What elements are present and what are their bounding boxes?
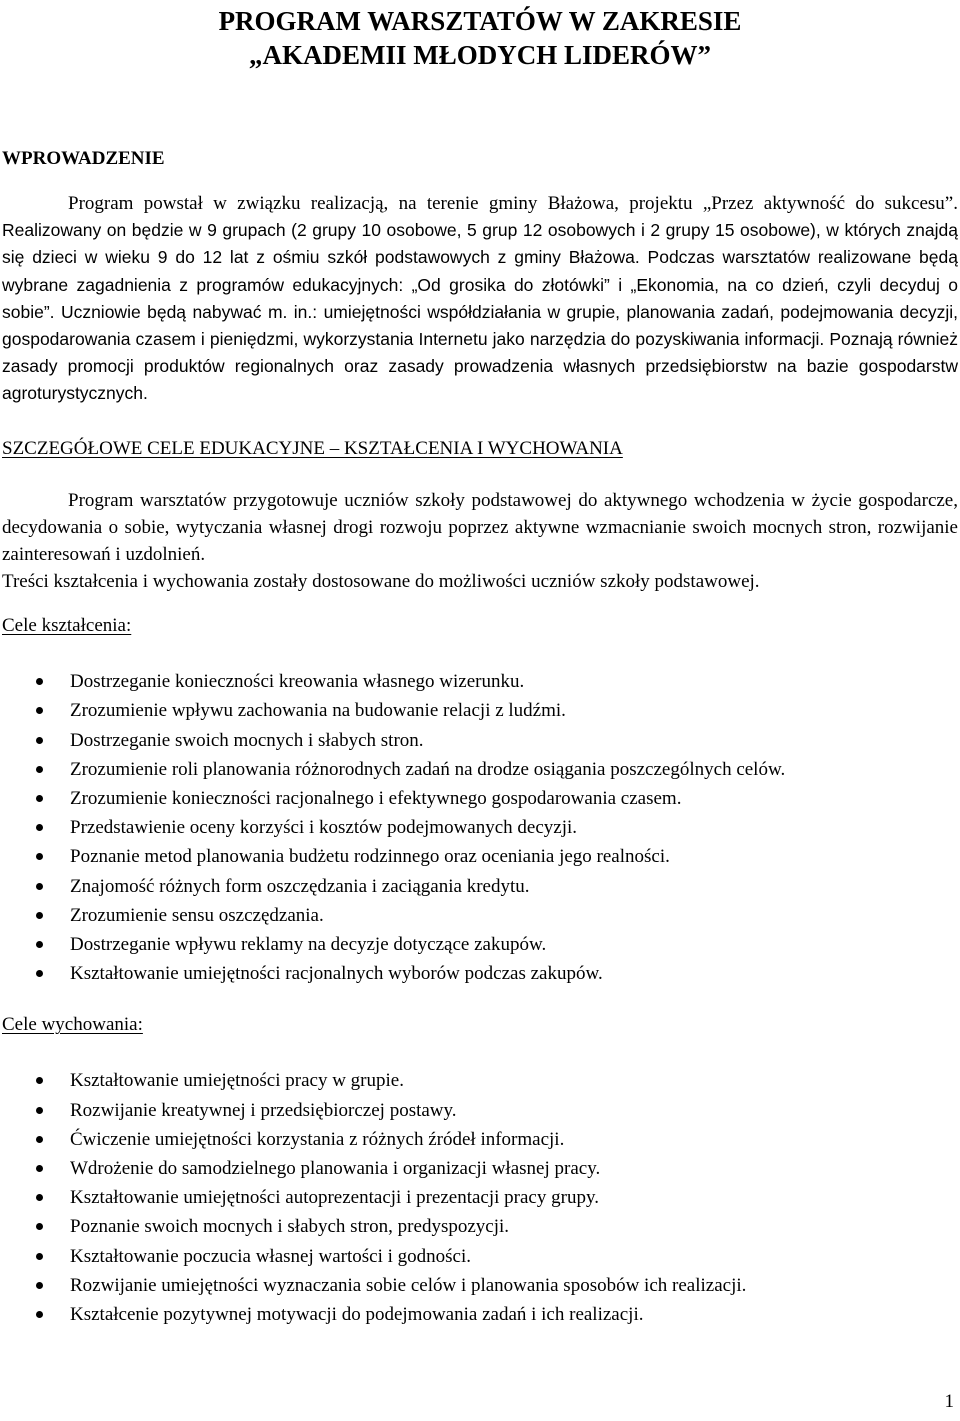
list-item: Wdrożenie do samodzielnego planowania i organizacji własnej pracy. [2, 1154, 958, 1183]
cele-wychowania-list [2, 1066, 958, 1329]
cele-ksztalcenia-heading: Cele kształcenia: [2, 615, 132, 637]
list-item: Dostrzeganie wpływu reklamy na decyzje dotyczące zakupów. [2, 930, 958, 959]
bullet-icon [36, 883, 43, 890]
list-item: Zrozumienie roli planowania różnorodnych zadań na drodze osiągania poszczególnych celów. [2, 755, 958, 784]
list-item: Rozwijanie kreatywnej i przedsiębiorczej postawy. [2, 1096, 958, 1125]
list-item: Znajomość różnych form oszczędzania i zaciągania kredytu. [2, 872, 958, 901]
bullet-icon [36, 1223, 43, 1230]
bullet-icon [36, 707, 43, 714]
title-line-2: „AKADEMII MŁODYCH LIDERÓW” [248, 40, 712, 70]
bullet-icon [36, 1136, 43, 1143]
list-item: Kształtowanie umiejętności autoprezentacji i prezentacji pracy grupy. [2, 1183, 958, 1212]
intro-paragraph [2, 190, 958, 408]
goals-paragraph: Program warsztatów przygotowuje uczniów szkoły podstawowej do aktywnego wchodzenia w życie gospodarcze, decydowania o sobie, wytyczania własnej drogi rozwoju poprzez aktywne wzmacnianie swoich mocnych stron, rozwijanie zainteresowań i uzdolnień. [2, 489, 958, 566]
intro-text-part-3: umiejętności współdziałania w grupie, planowania zadań, podejmowania decyzji, gospodarowania czasem i pieniędzmi, wykorzystania Internetu jako narzędzia do pozyskiwania informacji. Poznają również zasady promocji produktów regionalnych oraz zasady prowadzenia własnych przedsiębiorstw na bazie gospodarstw agroturystycznych. [2, 301, 958, 404]
list-item: Dostrzeganie swoich mocnych i słabych stron. [2, 726, 958, 755]
list-item: Przedstawienie oceny korzyści i kosztów podejmowanych decyzji. [2, 813, 958, 842]
list-item: Zrozumienie konieczności racjonalnego i efektywnego gospodarowania czasem. [2, 784, 958, 813]
bullet-icon [36, 824, 43, 831]
list-item: Ćwiczenie umiejętności korzystania z różnych źródeł informacji. [2, 1125, 958, 1154]
list-item: Zrozumienie wpływu zachowania na budowanie relacji z ludźmi. [2, 696, 958, 725]
bullet-icon [36, 941, 43, 948]
bullet-icon [36, 795, 43, 802]
list-item: Kształtowanie poczucia własnej wartości i godności. [2, 1242, 958, 1271]
bullet-icon [36, 678, 43, 685]
goals-heading: SZCZEGÓŁOWE CELE EDUKACYJNE – KSZTAŁCENIA I WYCHOWANIA [2, 437, 623, 459]
page-number: 1 [944, 1391, 954, 1412]
intro-heading: WPROWADZENIE [2, 148, 165, 169]
list-item: Kształtowanie umiejętności racjonalnych wyborów podczas zakupów. [2, 959, 958, 988]
goals-note: Treści kształcenia i wychowania zostały dostosowane do możliwości uczniów szkoły podstawowej. [2, 571, 760, 593]
bullet-icon [36, 1077, 43, 1084]
bullet-icon [36, 1107, 43, 1114]
bullet-icon [36, 912, 43, 919]
title-line-1: PROGRAM WARSZTATÓW W ZAKRESIE [218, 6, 742, 36]
bullet-icon [36, 1282, 43, 1289]
bullet-icon [36, 737, 43, 744]
bullet-icon [36, 1253, 43, 1260]
document-title [2, 4, 958, 72]
bullet-icon [36, 970, 43, 977]
cele-ksztalcenia-list [2, 667, 958, 988]
list-item: Dostrzeganie konieczności kreowania własnego wizerunku. [2, 667, 958, 696]
bullet-icon [36, 853, 43, 860]
list-item: Kształtowanie umiejętności pracy w grupie. [2, 1066, 958, 1095]
list-item: Poznanie metod planowania budżetu rodzinnego oraz oceniania jego realności. [2, 842, 958, 871]
bullet-icon [36, 1165, 43, 1172]
bullet-icon [36, 1311, 43, 1318]
intro-text-part-1: Program powstał w związku realizacją, na terenie gminy Błażowa, projektu „Przez aktywność do sukcesu”. [68, 193, 958, 214]
list-item: Rozwijanie umiejętności wyznaczania sobie celów i planowania sposobów ich realizacji. [2, 1271, 958, 1300]
cele-wychowania-heading: Cele wychowania: [2, 1014, 143, 1036]
bullet-icon [36, 1194, 43, 1201]
list-item: Poznanie swoich mocnych i słabych stron, predyspozycji. [2, 1212, 958, 1241]
intro-text-part-2: Realizowany on będzie w 9 grupach (2 grupy 10 osobowe, 5 grup 12 osobowych i 2 grupy 15 osobowe), w których znajdą się dzieci w wieku 9 do 12 lat z ośmiu szkół podstawowych z gminy Błażowa. Podczas warsztatów realizowane będą wybrane zagadnienia z programów edukacyjnych: „Od grosika do złotówki” i „Ekonomia, na co dzień, czyli decyduj o sobie”. Uczniowie będą nabywać m. in.: [2, 220, 958, 322]
list-item: Kształcenie pozytywnej motywacji do podejmowania zadań i ich realizacji. [2, 1300, 958, 1329]
list-item: Zrozumienie sensu oszczędzania. [2, 901, 958, 930]
bullet-icon [36, 766, 43, 773]
